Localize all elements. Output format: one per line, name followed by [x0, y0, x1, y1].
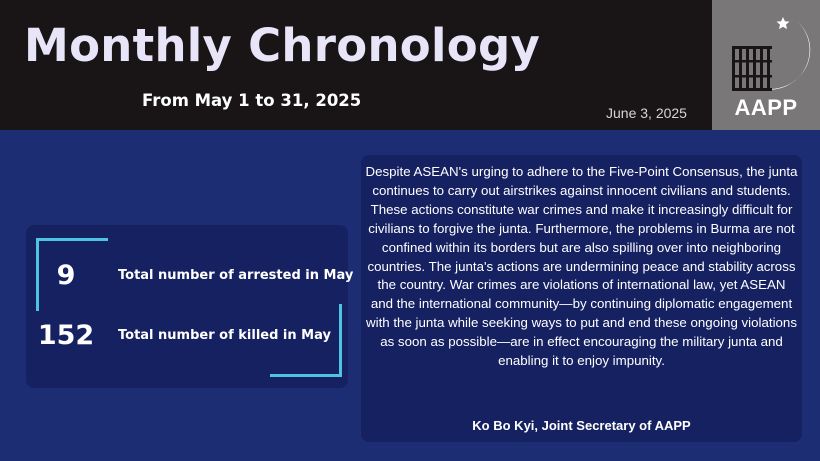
- date-range-subtitle: From May 1 to 31, 2025: [142, 91, 362, 110]
- quote-card: [361, 155, 802, 442]
- logo-wordmark: AAPP: [734, 95, 798, 120]
- publish-date: June 3, 2025: [606, 105, 687, 121]
- aapp-logo: [712, 0, 820, 130]
- header-banner: [0, 0, 712, 130]
- killed-count: 152: [37, 320, 95, 351]
- stat-row-killed: [26, 316, 348, 356]
- killed-label: Total number of killed in May: [118, 328, 331, 343]
- arrested-count: 9: [56, 260, 76, 291]
- quote-author: Ko Bo Kyi, Joint Secretary of AAPP: [472, 418, 691, 433]
- page-title: Monthly Chronology: [24, 19, 541, 72]
- arrested-label: Total number of arrested in May: [118, 268, 354, 283]
- stat-row-arrested: [26, 256, 354, 296]
- quote-text: Despite ASEAN's urging to adhere to the Five-Point Consensus, the junta continues to carry out airstrikes against innocent civilians and students. These actions constitute war crimes and make it increasingly difficult for civilians to forgive the junta. Furthermore, the problems in Burma are not confined within its borders but are also spilling over into neighboring countries. The junta's actions are undermining peace and stability across the country. War crimes are violations of international law, yet ASEAN and the international community—by continuing diplomatic engagement with the junta while seeking ways to put and end these ongoing violations as soon as possible—are in effect encouraging the military junta and enabling it to enjoy impunity.: [365, 164, 798, 369]
